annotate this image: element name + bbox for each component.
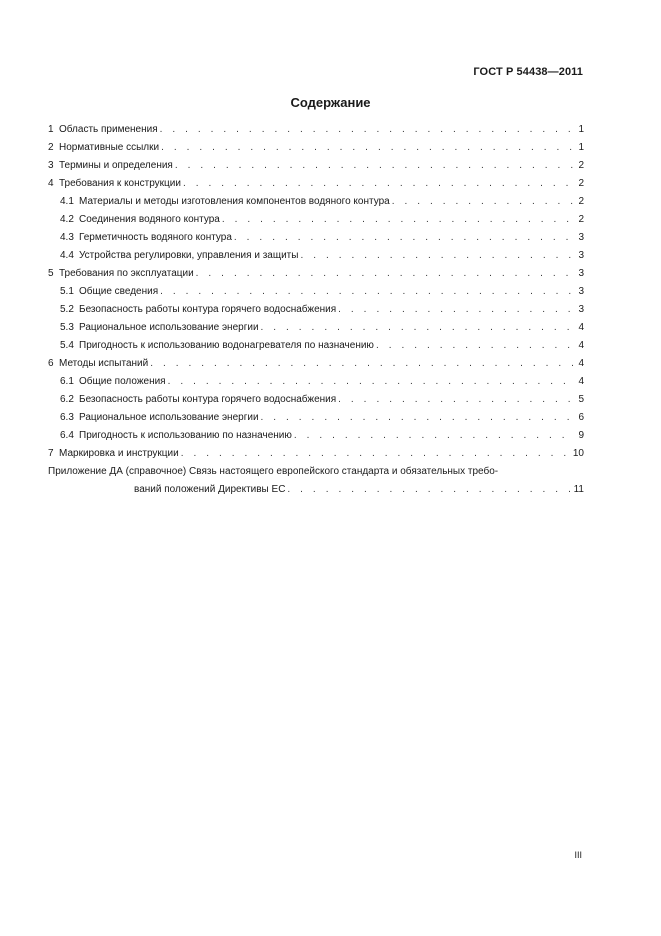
toc-entry-number: 3	[48, 160, 54, 171]
toc-annex-label-line1: Приложение ДА (справочное) Связь настоящего европейского стандарта и обязательных требо-	[48, 466, 499, 477]
toc-dot-leader	[168, 373, 575, 391]
toc-entry-label: Соединения водяного контура	[79, 214, 220, 225]
toc-entry[interactable]	[48, 139, 584, 157]
toc-entry-label: Рациональное использование энергии	[79, 412, 259, 423]
toc-entry-number: 1	[48, 124, 54, 135]
toc-entry-page: 4	[578, 376, 584, 387]
toc-entry-label: Методы испытаний	[59, 358, 149, 369]
toc-entry-page: 4	[578, 340, 584, 351]
toc-dot-leader	[222, 211, 575, 229]
toc-entry-page: 10	[572, 448, 584, 459]
toc-dot-leader	[338, 301, 575, 319]
toc-entry-page: 2	[578, 160, 584, 171]
toc-entry-number: 5.1	[60, 286, 74, 297]
toc-entry-label: Термины и определения	[59, 160, 173, 171]
toc-entry-label: Материалы и методы изготовления компонентов водяного контура	[79, 196, 390, 207]
toc-entry-label: Безопасность работы контура горячего водоснабжения	[79, 304, 337, 315]
toc-entry-label: Герметичность водяного контура	[79, 232, 232, 243]
toc-entry[interactable]	[48, 211, 584, 229]
toc-entry-number: 6.2	[60, 394, 74, 405]
toc-entry-page: 3	[578, 268, 584, 279]
toc-entry-page: 3	[578, 232, 584, 243]
toc-entry-label: Требования к конструкции	[59, 178, 181, 189]
table-of-contents	[48, 121, 584, 499]
toc-entry-label: Требования по эксплуатации	[59, 268, 194, 279]
toc-entry-label: Устройства регулировки, управления и защиты	[79, 250, 299, 261]
toc-annex-entry[interactable]	[48, 463, 584, 499]
toc-entry-page: 2	[578, 178, 584, 189]
toc-entry[interactable]	[48, 247, 584, 265]
toc-entry-number: 6.4	[60, 430, 74, 441]
toc-dot-leader	[196, 265, 575, 283]
page-number: III	[574, 850, 582, 860]
toc-dot-leader	[175, 157, 575, 175]
toc-entry[interactable]	[48, 157, 584, 175]
toc-entry-page: 4	[578, 358, 584, 369]
toc-entry-number: 4	[48, 178, 54, 189]
toc-entry-label: Безопасность работы контура горячего водоснабжения	[79, 394, 337, 405]
toc-entry[interactable]	[48, 355, 584, 373]
toc-entry-number: 5.3	[60, 322, 74, 333]
toc-dot-leader	[261, 319, 575, 337]
toc-dot-leader	[376, 337, 575, 355]
toc-entry-page: 4	[578, 322, 584, 333]
toc-entry[interactable]	[48, 265, 584, 283]
document-code: ГОСТ Р 54438—2011	[473, 66, 583, 78]
toc-entry[interactable]	[48, 301, 584, 319]
toc-entry[interactable]	[48, 319, 584, 337]
toc-entry-label: Пригодность к использованию водонагревателя по назначению	[79, 340, 374, 351]
toc-entry-label: Пригодность к использованию по назначению	[79, 430, 292, 441]
toc-entry-number: 2	[48, 142, 54, 153]
toc-dot-leader	[287, 481, 570, 499]
toc-entry[interactable]	[48, 283, 584, 301]
toc-entry[interactable]	[48, 427, 584, 445]
toc-dot-leader	[392, 193, 575, 211]
toc-entry-label: Общие положения	[79, 376, 166, 387]
toc-entry-number: 4.2	[60, 214, 74, 225]
toc-entry-number: 5.4	[60, 340, 74, 351]
toc-entry[interactable]	[48, 409, 584, 427]
toc-annex-page: 11	[573, 484, 584, 495]
toc-dot-leader	[338, 391, 575, 409]
toc-dot-leader	[261, 409, 575, 427]
toc-entry-page: 3	[578, 286, 584, 297]
toc-entry-label: Нормативные ссылки	[59, 142, 160, 153]
toc-entry-number: 4.3	[60, 232, 74, 243]
toc-entry-label: Область применения	[59, 124, 158, 135]
toc-entry-number: 5	[48, 268, 54, 279]
toc-entry[interactable]	[48, 121, 584, 139]
toc-entry-page: 5	[578, 394, 584, 405]
toc-entry-number: 4.1	[60, 196, 74, 207]
toc-entry-page: 2	[578, 214, 584, 225]
toc-entry-page: 1	[578, 124, 584, 135]
toc-entry[interactable]	[48, 373, 584, 391]
toc-dot-leader	[161, 139, 575, 157]
toc-entry[interactable]	[48, 175, 584, 193]
toc-dot-leader	[183, 175, 575, 193]
toc-entry-number: 6.3	[60, 412, 74, 423]
toc-entry-page: 3	[578, 250, 584, 261]
toc-entry-page: 9	[578, 430, 584, 441]
toc-annex-label-line2: ваний положений Директивы ЕС	[134, 484, 286, 495]
toc-annex-line2	[48, 481, 584, 499]
toc-entry-page: 6	[578, 412, 584, 423]
toc-dot-leader	[181, 445, 570, 463]
toc-entry[interactable]	[48, 229, 584, 247]
toc-dot-leader	[300, 247, 575, 265]
toc-entry-number: 7	[48, 448, 54, 459]
toc-entry-number: 6	[48, 358, 54, 369]
toc-title: Содержание	[290, 95, 371, 110]
toc-entry-label: Общие сведения	[79, 286, 159, 297]
toc-entry-page: 1	[578, 142, 584, 153]
toc-entry-page: 2	[578, 196, 584, 207]
toc-entry-number: 4.4	[60, 250, 74, 261]
toc-dot-leader	[160, 121, 575, 139]
toc-dot-leader	[234, 229, 575, 247]
toc-entry-number: 5.2	[60, 304, 74, 315]
toc-entry[interactable]	[48, 391, 584, 409]
toc-entry[interactable]	[48, 193, 584, 211]
toc-dot-leader	[160, 283, 575, 301]
toc-entry-page: 3	[578, 304, 584, 315]
toc-entry[interactable]	[48, 445, 584, 463]
toc-entry-label: Рациональное использование энергии	[79, 322, 259, 333]
toc-entry-number: 6.1	[60, 376, 74, 387]
toc-dot-leader	[294, 427, 575, 445]
toc-entry-label: Маркировка и инструкции	[59, 448, 179, 459]
toc-dot-leader	[150, 355, 575, 373]
toc-entry[interactable]	[48, 337, 584, 355]
